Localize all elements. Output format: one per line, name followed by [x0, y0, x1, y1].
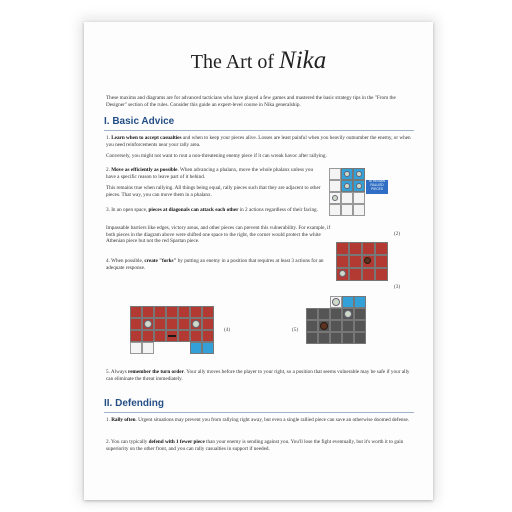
diagram-5 [306, 296, 378, 356]
section-divider [104, 412, 414, 413]
tip-2-followup: This remains true when rallying. All things being equal, rally pieces such that they are adjacent to other pieces. That way, you can move them in a phalanx. [106, 185, 321, 198]
diagram-2 [329, 168, 389, 230]
athenian-piece-icon [332, 298, 340, 306]
athenian-piece-icon [344, 310, 352, 318]
arrow-icon [168, 335, 176, 337]
tip-2: 2. Move as efficiently as possible. When advancing a phalanx, move the whole phalanx unless you have a specific reason to leave part of it behind. [106, 167, 314, 180]
spartan-piece-icon [364, 257, 371, 264]
document-page [84, 22, 433, 500]
title-emphasis: Nika [279, 47, 327, 74]
tip-3-followup: Impassable barriers like edges, victory areas, and other pieces can prevent this vulnerability. For example, if both pieces in the diagram above were shifted one space to the right, the corner would protect the white Athenian piece but not the red Spartan piece. [106, 225, 331, 245]
tip-4: 4. When possible, create "forks" by putting an enemy in a position that requires at least 3 actions for an adequate response. [106, 258, 324, 271]
defend-tip-1: 1. Rally often. Urgent situations may prevent you from rallying right away, but even a single rallied piece can save an otherwise doomed defense. [106, 417, 410, 423]
athenian-piece-icon [344, 171, 350, 177]
athenian-rally-label: ATHENIAN RALLIED PIECES [366, 180, 388, 194]
athenian-piece-icon [344, 183, 350, 189]
section-heading-defending: II. Defending [104, 398, 164, 409]
diagram-2-number: (2) [394, 231, 401, 237]
spartan-piece-icon [320, 322, 328, 330]
tip-1: 1. Learn when to accept casualties and when to keep your pieces alive. Losses are least painful when you heavily outnumber the enemy, or when you need reinforcements near your rally area. [106, 135, 411, 148]
tip-5: 5. Always remember the turn order. Your ally moves before the player to your right, so a position that seems vulnerable may be safe if your ally can eliminate the threat immediately. [106, 369, 410, 382]
diagram-4-number: (4) [224, 327, 231, 333]
section-heading-basic-advice: I. Basic Advice [104, 116, 175, 127]
athenian-piece-icon [356, 183, 362, 189]
intro-paragraph: These maxims and diagrams are for advanced tacticians who have played a few games and mastered the basic strategy tips in the "From the Designer" section of the rules. Consider this guide an expert-level course in Nika generalship. [106, 95, 396, 108]
page-title [84, 47, 433, 75]
athenian-piece-icon [356, 171, 362, 177]
diagram-5-number: (5) [292, 327, 299, 333]
athenian-piece-icon [192, 320, 200, 328]
diagram-3 [336, 242, 388, 282]
athenian-piece-icon [339, 270, 346, 277]
diagram-3-number: (3) [394, 284, 401, 290]
tip-3: 3. In an open space, pieces at diagonals can attack each other in 2 actions regardless of their facing. [106, 207, 318, 213]
athenian-piece-icon [144, 320, 152, 328]
defend-tip-2: 2. You can typically defend with 1 fewer piece than your enemy is sending against you. You'll lose the fight eventually, but it's worth it to gain superiority on the other front, and you can rally casualties in support if needed. [106, 439, 404, 452]
athenian-piece-icon [332, 195, 338, 201]
tip-1-followup: Conversely, you might not want to rout a non-threatening enemy piece if it can wreak havoc after rallying. [106, 153, 327, 159]
section-divider [104, 130, 414, 131]
diagram-4 [130, 306, 214, 354]
title-prefix: The Art of [190, 51, 275, 73]
